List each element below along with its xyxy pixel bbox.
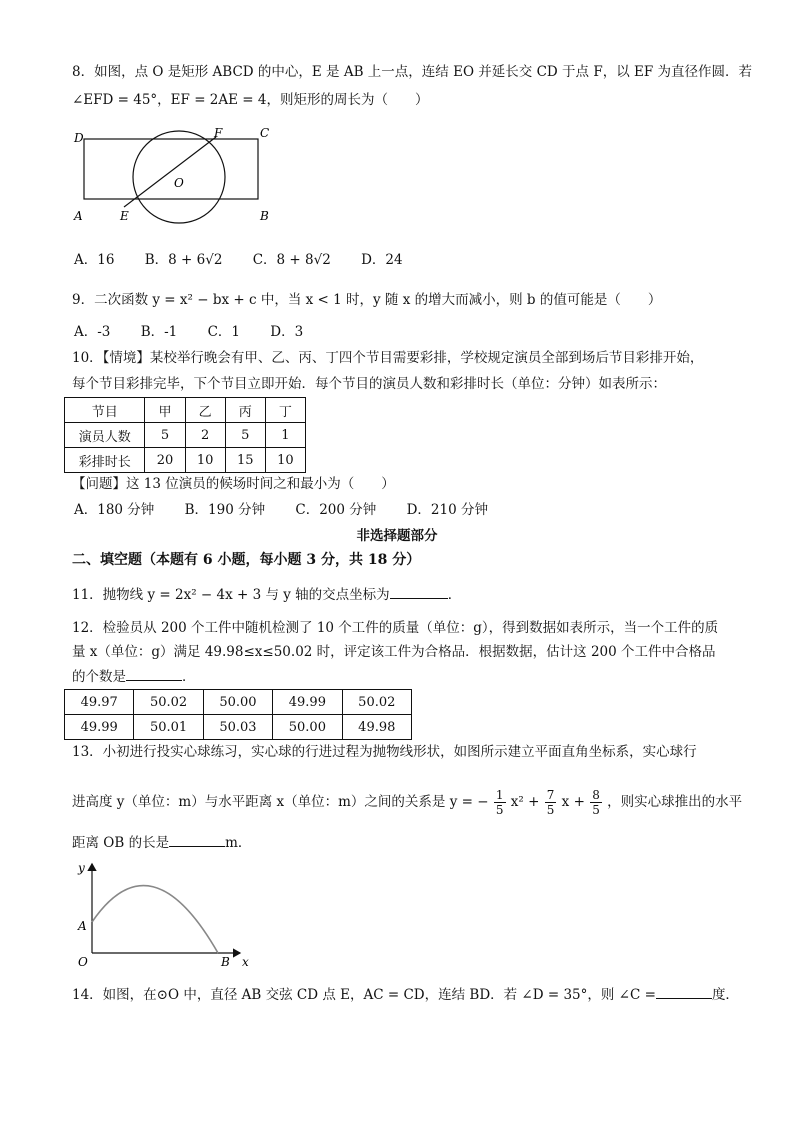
label-c: C bbox=[260, 126, 270, 140]
table-cell: 1 bbox=[265, 423, 305, 448]
q10-line2: 每个节目彩排完毕，下个节目立即开始．每个节目的演员人数和彩排时长（单位：分钟）如表所示： bbox=[72, 376, 666, 392]
table-cell: 50.02 bbox=[134, 690, 203, 715]
q14-text: 14．如图，在⊙O 中，直径 AB 交弦 CD 点 E，AC = CD，连结 BD．若 ∠D = 35°，则 ∠C = bbox=[72, 987, 656, 1003]
q13-text-b: ，则实心球推出的水平 bbox=[607, 794, 743, 810]
table-cell: 丙 bbox=[225, 398, 265, 423]
q12-line2: 量 x（单位：g）满足 49.98≤x≤50.02 时，评定该工件为合格品．根据数据，估计这 200 个工件中合格品 bbox=[72, 644, 716, 660]
rectangle-abcd bbox=[84, 139, 258, 199]
label-o: O bbox=[174, 176, 184, 190]
q8-line2: ∠EFD = 45°，EF = 2AE = 4，则矩形的周长为（ ） bbox=[72, 92, 429, 108]
q11-end: ． bbox=[447, 587, 462, 603]
label-b: B bbox=[221, 955, 230, 969]
q9-option-a: A．-3 bbox=[74, 324, 111, 340]
label-a: A bbox=[74, 209, 83, 223]
table-cell: 49.98 bbox=[342, 715, 411, 740]
table-row bbox=[65, 715, 412, 740]
label-d: D bbox=[74, 131, 84, 145]
label-e: E bbox=[120, 209, 129, 223]
table-row bbox=[65, 423, 306, 448]
q14-end: 度． bbox=[711, 987, 739, 1003]
fraction-1-5: $\frac{1}{5}$ bbox=[495, 788, 504, 817]
q12-text: 的个数是 bbox=[72, 669, 126, 685]
q13-end: m． bbox=[225, 835, 252, 851]
q10-line1: 10．【情境】某校举行晚会有甲、乙、丙、丁四个节目需要彩排，学校规定演员全部到场后节目彩排开始， bbox=[72, 350, 704, 366]
table-cell: 49.99 bbox=[273, 690, 342, 715]
q14-answer-blank[interactable] bbox=[656, 984, 712, 999]
table-row bbox=[65, 398, 306, 423]
q12-table bbox=[64, 689, 412, 740]
table-cell: 20 bbox=[145, 448, 185, 473]
q13-mid2: x + bbox=[561, 794, 585, 810]
q13-mid1: x² + bbox=[510, 794, 540, 810]
q13-line1: 13．小初进行投实心球练习，实心球的行进过程为抛物线形状，如图所示建立平面直角坐标系，实心球行 bbox=[72, 744, 697, 760]
q13-answer-blank[interactable] bbox=[169, 832, 225, 847]
table-cell: 2 bbox=[185, 423, 225, 448]
table-cell: 50.00 bbox=[203, 690, 272, 715]
q8-option-d: D．24 bbox=[361, 252, 403, 268]
table-cell: 5 bbox=[145, 423, 185, 448]
q8-figure bbox=[70, 120, 280, 230]
q11-text: 11．抛物线 y = 2x² − 4x + 3 与 y 轴的交点坐标为 bbox=[72, 587, 390, 603]
label-o: O bbox=[78, 955, 88, 969]
table-cell: 49.99 bbox=[65, 715, 134, 740]
label-x: x bbox=[242, 955, 249, 969]
part-title: 非选择题部分 bbox=[356, 528, 438, 544]
q10-options bbox=[74, 500, 514, 520]
q13-text-c: 距离 OB 的长是 bbox=[72, 835, 170, 851]
q8-option-a: A．16 bbox=[74, 252, 115, 268]
q10-option-b: B．190 分钟 bbox=[184, 502, 266, 518]
fraction-8-5: $\frac{8}{5}$ bbox=[592, 788, 600, 817]
q10-question: 【问题】这 13 位演员的候场时间之和最小为（ ） bbox=[72, 476, 395, 492]
q10-option-a: A．180 分钟 bbox=[74, 502, 155, 518]
q10-option-c: C．200 分钟 bbox=[295, 502, 377, 518]
table-cell: 演员人数 bbox=[65, 423, 145, 448]
q12-answer-blank[interactable] bbox=[126, 666, 182, 681]
table-cell: 5 bbox=[225, 423, 265, 448]
q13-line3 bbox=[72, 832, 251, 853]
table-cell: 乙 bbox=[185, 398, 225, 423]
q12-end: ． bbox=[182, 669, 196, 685]
q13-text-a: 进高度 y（单位：m）与水平距离 x（单位：m）之间的关系是 y = − bbox=[72, 794, 489, 810]
q8-options bbox=[74, 250, 429, 270]
q8-option-c: C．8 + 8√2 bbox=[252, 252, 331, 268]
label-b: B bbox=[260, 209, 269, 223]
segment-ef bbox=[124, 137, 216, 207]
table-cell: 50.01 bbox=[134, 715, 203, 740]
table-row bbox=[65, 448, 306, 473]
label-f: F bbox=[214, 126, 223, 140]
q9-option-b: B．-1 bbox=[140, 324, 178, 340]
table-cell: 49.97 bbox=[65, 690, 134, 715]
q14-line bbox=[72, 984, 739, 1005]
q8-option-b: B．8 + 6√2 bbox=[144, 252, 223, 268]
q13-figure bbox=[70, 858, 260, 973]
q12-line3 bbox=[72, 666, 196, 687]
q9-line1: 9．二次函数 y = x² − bx + c 中，当 x < 1 时，y 随 x 的增大而减小，则 b 的值可能是（ ） bbox=[72, 292, 662, 308]
q11-answer-blank[interactable] bbox=[390, 584, 448, 599]
q9-options bbox=[74, 322, 329, 342]
q8-line1: 8．如图，点 O 是矩形 ABCD 的中心，E 是 AB 上一点，连结 EO 并延长交 CD 于点 F，以 EF 为直径作圆．若 bbox=[72, 64, 752, 80]
table-cell: 10 bbox=[185, 448, 225, 473]
q9-option-d: D．3 bbox=[270, 324, 304, 340]
table-cell: 15 bbox=[225, 448, 265, 473]
table-cell: 彩排时长 bbox=[65, 448, 145, 473]
q10-option-d: D．210 分钟 bbox=[406, 502, 488, 518]
table-cell: 节目 bbox=[65, 398, 145, 423]
q13-line2 bbox=[72, 786, 742, 818]
table-cell: 10 bbox=[265, 448, 305, 473]
table-row bbox=[65, 690, 412, 715]
q11-line bbox=[72, 584, 461, 605]
q9-option-c: C．1 bbox=[207, 324, 240, 340]
table-cell: 丁 bbox=[265, 398, 305, 423]
label-y: y bbox=[78, 861, 85, 875]
table-cell: 50.03 bbox=[203, 715, 272, 740]
section-heading: 二、填空题（本题有 6 小题，每小题 3 分，共 18 分） bbox=[72, 552, 421, 568]
table-cell: 50.00 bbox=[273, 715, 342, 740]
q12-line1: 12．检验员从 200 个工件中随机检测了 10 个工件的质量（单位：g），得到数据如表所示，当一个工件的质 bbox=[72, 620, 719, 636]
table-cell: 甲 bbox=[145, 398, 185, 423]
fraction-7-5: $\frac{7}{5}$ bbox=[546, 788, 555, 817]
label-a: A bbox=[78, 919, 87, 933]
q10-table bbox=[64, 397, 306, 473]
parabola-curve bbox=[92, 886, 218, 953]
table-cell: 50.02 bbox=[342, 690, 411, 715]
